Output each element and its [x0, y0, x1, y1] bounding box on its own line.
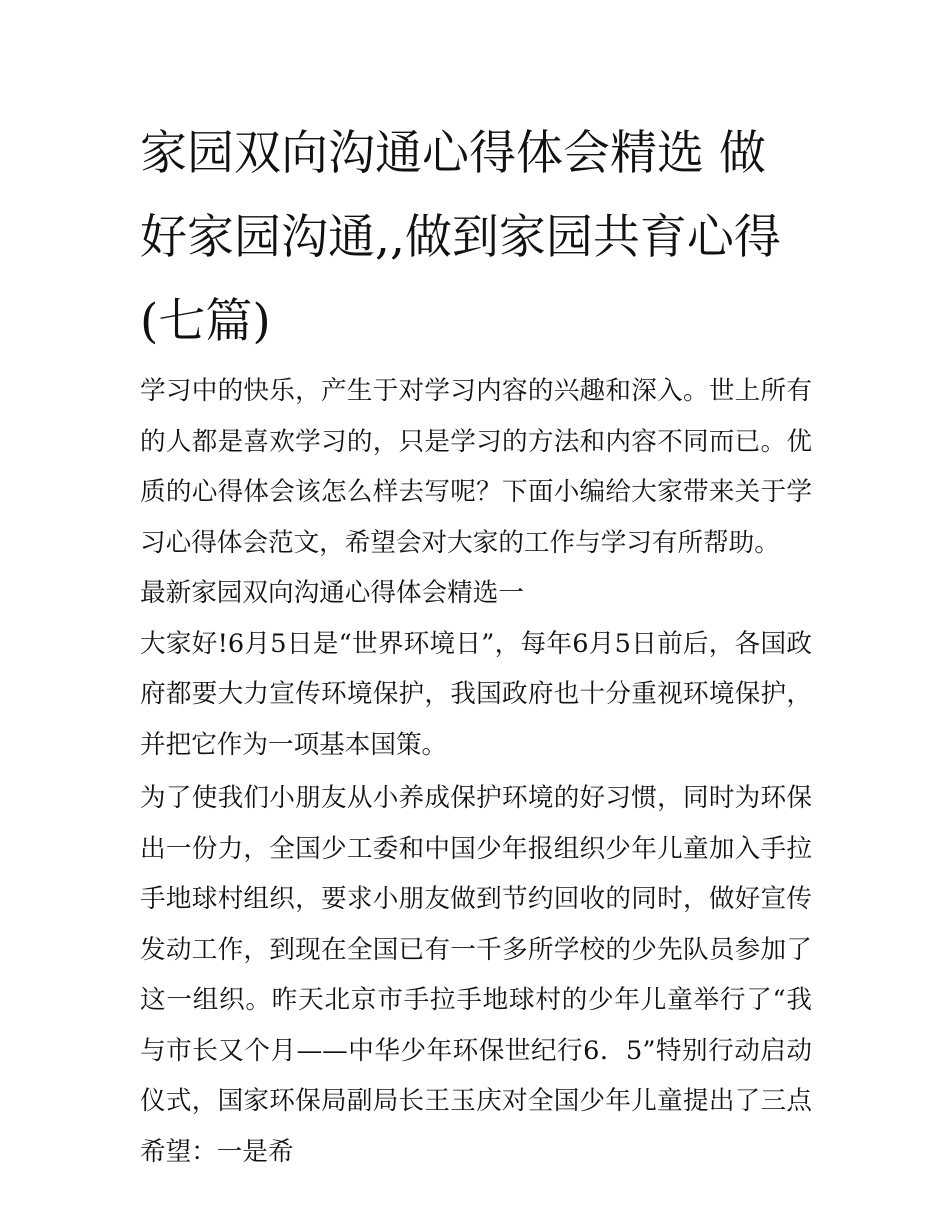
body-paragraph-2: 为了使我们小朋友从小养成保护环境的好习惯，同时为环保出一份力，全国少工委和中国少年报组织少年儿童加入手拉手地球村组织，要求小朋友做到节约回收的同时，做好宣传发动工作，到现在全国已有一千多所学校的少先队员参加了这一组织。昨天北京市手拉手地球村的少年儿童举行了“我与市长又个月——中华少年环保世纪行6．5”特别行动启动仪式，国家环保局副局长王玉庆对全国少年儿童提出了三点希望：一是希: [140, 783, 812, 1167]
intro-paragraph: 学习中的快乐，产生于对学习内容的兴趣和深入。世上所有的人都是喜欢学习的，只是学习的方法和内容不同而已。优质的心得体会该怎么样去写呢？下面小编给大家带来关于学习心得体会范文，希望会对大家的工作与学习有所帮助。: [140, 376, 812, 558]
document-title: 家园双向沟通心得体会精选 做好家园沟通,,做到家园共育心得(七篇): [140, 126, 781, 349]
body-paragraph-1: 大家好!6月5日是“世界环境日”，每年6月5日前后，各国政府都要大力宣传环境保护，我国政府也十分重视环境保护，并把它作为一项基本国策。: [140, 628, 812, 760]
document-body: [140, 112, 812, 1177]
section-heading: 最新家园双向沟通心得体会精选一: [140, 578, 524, 608]
